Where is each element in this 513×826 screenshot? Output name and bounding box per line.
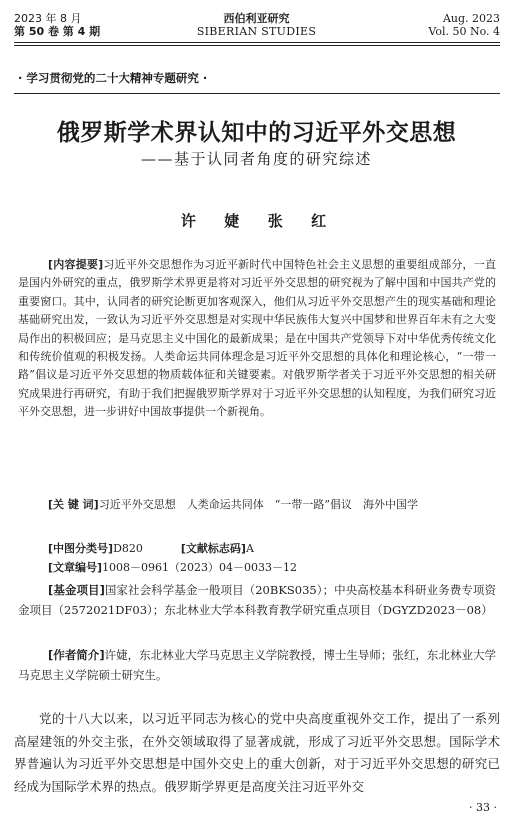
column-label: · 学习贯彻党的二十大精神专题研究 ·: [18, 71, 208, 85]
keywords: [18, 496, 496, 514]
header-journal-cn: 西伯利亚研究: [223, 12, 290, 25]
header-rule-top: [14, 42, 500, 43]
column-rule: [14, 93, 500, 94]
keywords-text: 习近平外交思想 人类命运共同体 “一带一路”倡议 海外中国学: [98, 498, 418, 511]
author-info: [18, 645, 496, 685]
article-number-value: 1008－0961（2023）04－0033－12: [102, 561, 298, 574]
article-title: 俄罗斯学术界认知中的习近平外交思想: [56, 120, 457, 146]
funding-text: 国家社会科学基金一般项目（20BKS035）；中央高校基本科研业务费专项资金项目（2572021DF03）；东北林业大学本科教育教学研究重点项目（DGYZD2023－08）: [18, 583, 496, 617]
article-authors: 许 婕 张 红: [180, 212, 333, 230]
body-paragraph: 党的十八大以来，以习近平同志为核心的党中央高度重视外交工作，提出了一系列高屋建瓴的外交主张，在外交领域取得了显著成就，形成了习近平外交思想。国际学术界普遍认为习近平外交思想是中国外交史上的重大创新，对于习近平外交思想的研究已经成为国际学术界的热点。俄罗斯学界更是高度关注习近平外交: [14, 711, 500, 794]
funding-label: [基金项目]: [48, 583, 105, 597]
article-number: [48, 559, 297, 577]
page-number: · 33 ·: [469, 801, 497, 814]
funding: [18, 580, 496, 620]
keywords-label: [关 键 词]: [48, 498, 99, 511]
header-volume-cn: 第 50 卷 第 4 期: [14, 25, 101, 38]
header-rule-bottom: [14, 45, 500, 46]
classification: [48, 540, 254, 558]
doc-label: [文献标志码]: [180, 542, 246, 555]
doc-value: A: [245, 542, 254, 555]
clc-label: [中图分类号]: [48, 542, 114, 555]
header-journal-en: SIBERIAN STUDIES: [196, 25, 317, 38]
header-date-en: Aug. 2023: [442, 12, 500, 25]
clc-value: D820: [113, 542, 143, 555]
abstract-text: 习近平外交思想作为习近平新时代中国特色社会主义思想的重要组成部分，一直是国内外研究的重点，俄罗斯学术界更是将对习近平外交思想的研究视为了解中国和中国共产党的重要窗口。其中，认同者的研究论断更加客观深入，他们从习近平外交思想产生的现实基础和理论基础研究出发，一致认为习近平外交思想是对实现中华民族伟大复兴中国梦和世界百年未有之大变局作出的积极回应；是马克思主义中国化的最新成果；是在中国共产党领导下对中华优秀传统文化和传统价值观的积极发扬。人类命运共同体理念是习近平外交思想的具体化和理论核心，“一带一路”倡议是习近平外交思想的物质载体征和关键要素。对俄罗斯学者关于习近平外交思想的相关研究成果进行再研究，有助于我们把握俄罗斯学界对于习近平外交思想的认知程度，为我们研究习近平外交思想，进一步讲好中国故事提供一个新视角。: [18, 258, 496, 419]
abstract: [18, 256, 496, 422]
author-info-label: [作者简介]: [48, 648, 105, 662]
article-number-label: [文章编号]: [48, 561, 103, 574]
article-subtitle: ——基于认同者角度的研究综述: [140, 150, 372, 168]
header-date-cn: 2023 年 8 月: [14, 12, 82, 25]
author-info-text: 许婕，东北林业大学马克思主义学院教授，博士生导师；张红，东北林业大学马克思主义学院硕士研究生。: [18, 648, 496, 682]
abstract-label: [内容提要]: [48, 258, 104, 271]
header-volume-en: Vol. 50 No. 4: [428, 25, 500, 38]
